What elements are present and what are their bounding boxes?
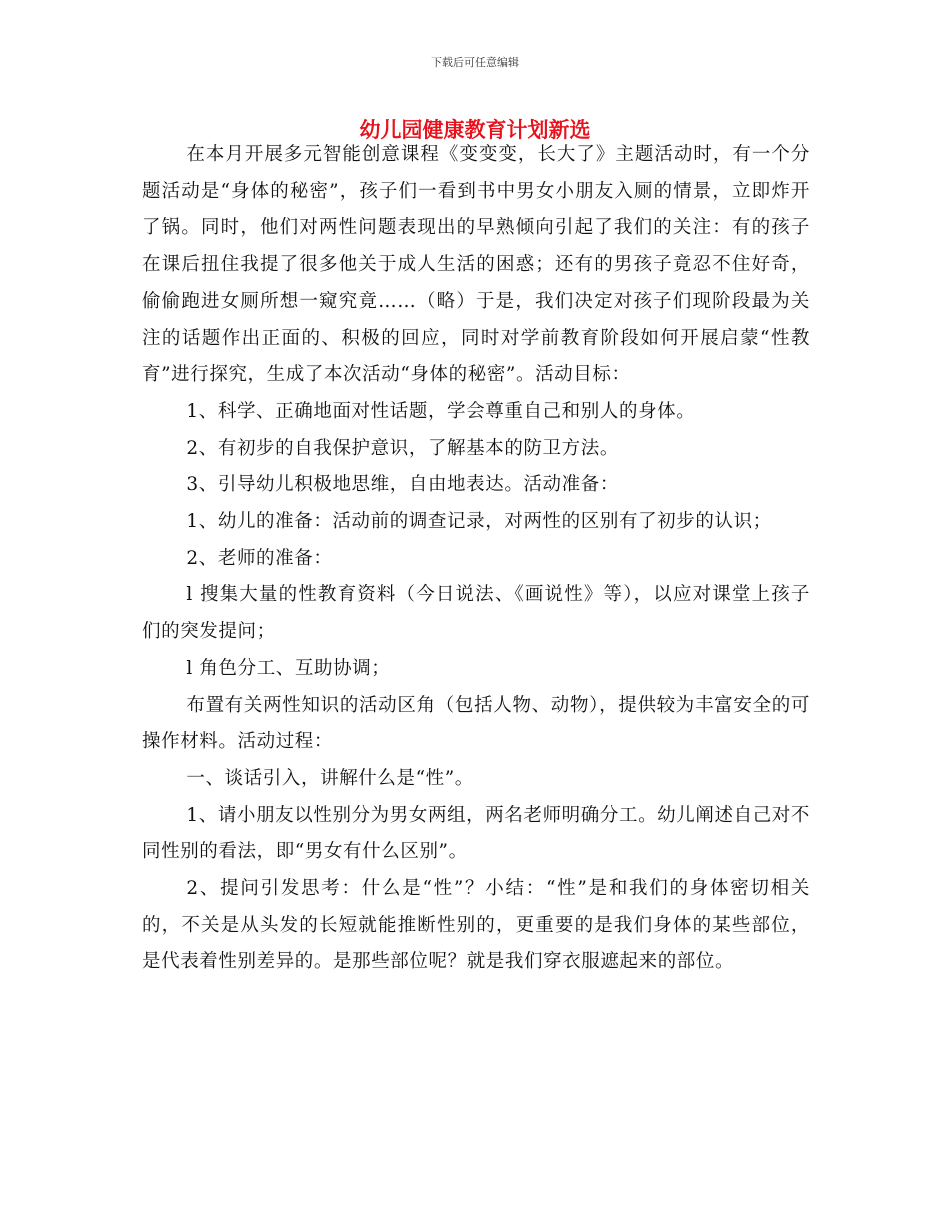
paragraph-prep-area: 布置有关两性知识的活动区角（包括人物、动物），提供较为丰富安全的可操作材料。活动过程：	[142, 694, 810, 753]
document-body	[142, 137, 810, 981]
paragraph-goal-3: 3、引导幼儿积极地思维，自由地表达。活动准备：	[186, 474, 619, 496]
paragraph-goal-2: 2、有初步的自我保护意识，了解基本的防卫方法。	[186, 437, 619, 459]
paragraph-intro: 在本月开展多元智能创意课程《变变变，长大了》主题活动时，有一个分题活动是“身体的秘密”，孩子们一看到书中男女小朋友入厕的情景，立即炸开了锅。同时，他们对两性问题表现出的早熟倾向引起了我们的关注：有的孩子在课后扭住我提了很多他关于成人生活的困惑；还有的男孩子竟忍不住好奇，偷偷跑进女厕所想一窥究竟……（略）于是，我们决定对孩子们现阶段最为关注的话题作出正面的、积极的回应，同时对学前教育阶段如何开展启蒙“性教育”进行探究，生成了本次活动“身体的秘密”。活动目标：	[142, 144, 810, 386]
paragraph-process-1-2: 2、提问引发思考：什么是“性”？小结：“性”是和我们的身体密切相关的，不关是从头发的长短就能推断性别的，更重要的是我们身体的某些部位，是代表着性别差异的。是那些部位呢？就是我们穿衣服遮起来的部位。	[142, 878, 810, 973]
paragraph-prep-children: 1、幼儿的准备：活动前的调查记录，对两性的区别有了初步的认识；	[186, 511, 772, 533]
paragraph-prep-materials: l 搜集大量的性教育资料（今日说法、《画说性》等），以应对课堂上孩子们的突发提问；	[142, 584, 810, 643]
paragraph-process-1: 一、谈话引入，讲解什么是“性”。	[186, 767, 474, 789]
paragraph-process-1-1: 1、请小朋友以性别分为男女两组，两名老师明确分工。幼儿阐述自己对不同性别的看法，即“男女有什么区别”。	[142, 804, 810, 863]
document-title: 幼儿园健康教育计划新选	[359, 118, 591, 142]
paragraph-prep-roles: l 角色分工、互助协调；	[186, 657, 391, 679]
paragraph-prep-teacher: 2、老师的准备：	[186, 547, 333, 569]
page-header: 下载后可任意编辑	[431, 56, 519, 69]
paragraph-goal-1: 1、科学、正确地面对性话题，学会尊重自己和别人的身体。	[186, 400, 696, 422]
